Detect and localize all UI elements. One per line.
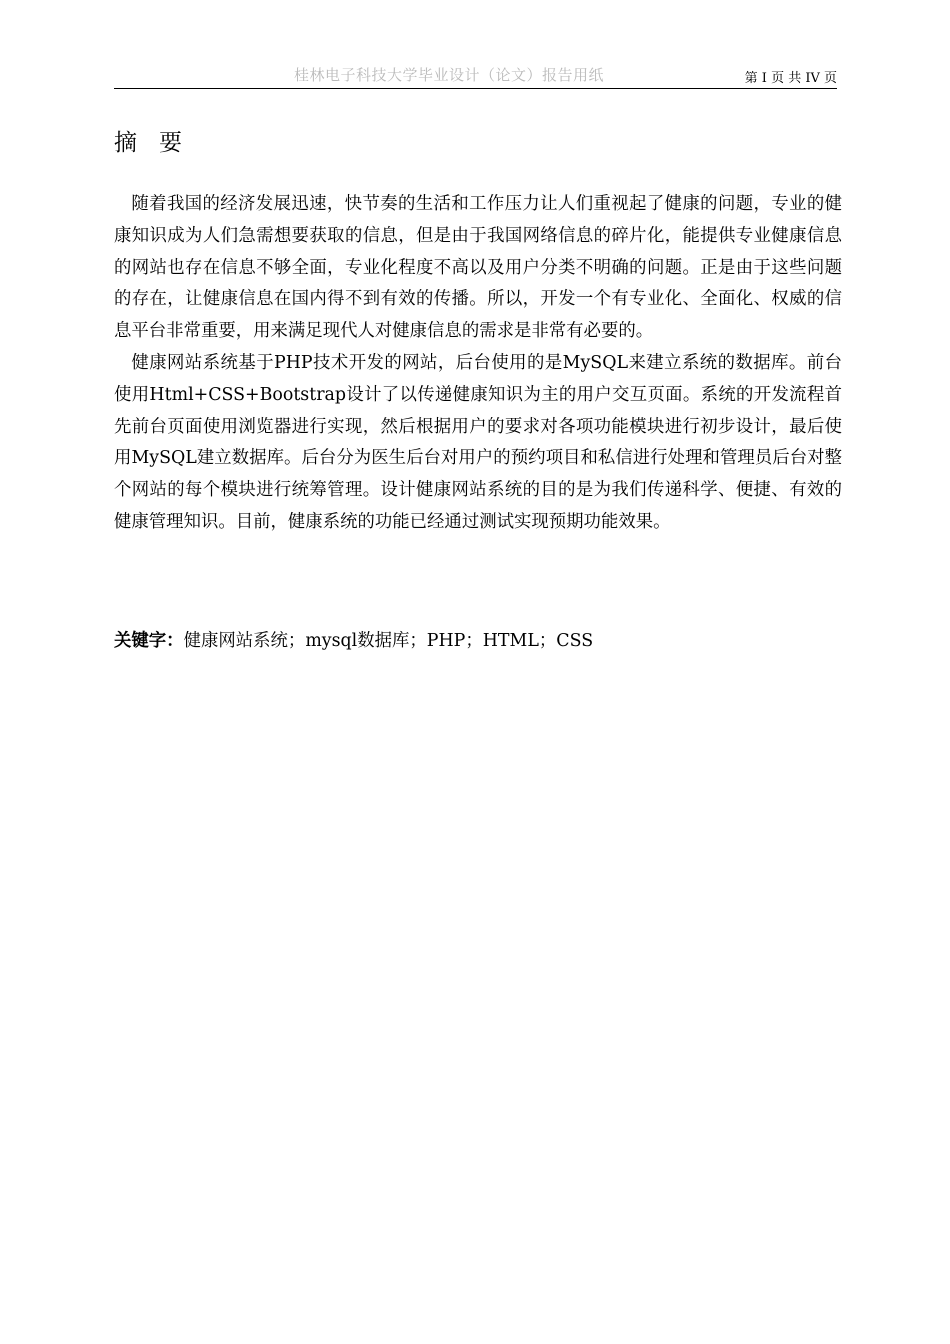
keywords-line	[114, 626, 593, 657]
page-number-indicator: 第 I 页 共 IV 页	[744, 71, 837, 86]
page-header	[114, 62, 837, 89]
keywords-value: 健康网站系统；mysql数据库；PHP；HTML；CSS	[183, 631, 594, 651]
abstract-paragraph-1: 随着我国的经济发展迅速，快节奏的生活和工作压力让人们重视起了健康的问题，专业的健康知识成为人们急需想要获取的信息，但是由于我国网络信息的碎片化，能提供专业健康信息的网站也存在信息不够全面，专业化程度不高以及用户分类不明确的问题。正是由于这些问题的存在，让健康信息在国内得不到有效的传播。所以，开发一个有专业化、全面化、权威的信息平台非常重要，用来满足现代人对健康信息的需求是非常有必要的。	[114, 194, 842, 342]
keywords-label: 关键字：	[114, 631, 184, 651]
abstract-body	[114, 189, 842, 539]
abstract-heading: 摘要	[114, 130, 204, 156]
header-university-title: 桂林电子科技大学毕业设计（论文）报告用纸	[294, 66, 605, 84]
abstract-paragraph-2: 健康网站系统基于PHP技术开发的网站，后台使用的是MySQL来建立系统的数据库。前台使用Html+CSS+Bootstrap设计了以传递健康知识为主的用户交互页面。系统的开发流程首先前台页面使用浏览器进行实现，然后根据用户的要求对各项功能模块进行初步设计，最后使用MySQL建立数据库。后台分为医生后台对用户的预约项目和私信进行处理和管理员后台对整个网站的每个模块进行统筹管理。设计健康网站系统的目的是为我们传递科学、便捷、有效的健康管理知识。目前，健康系统的功能已经通过测试实现预期功能效果。	[114, 352, 842, 532]
